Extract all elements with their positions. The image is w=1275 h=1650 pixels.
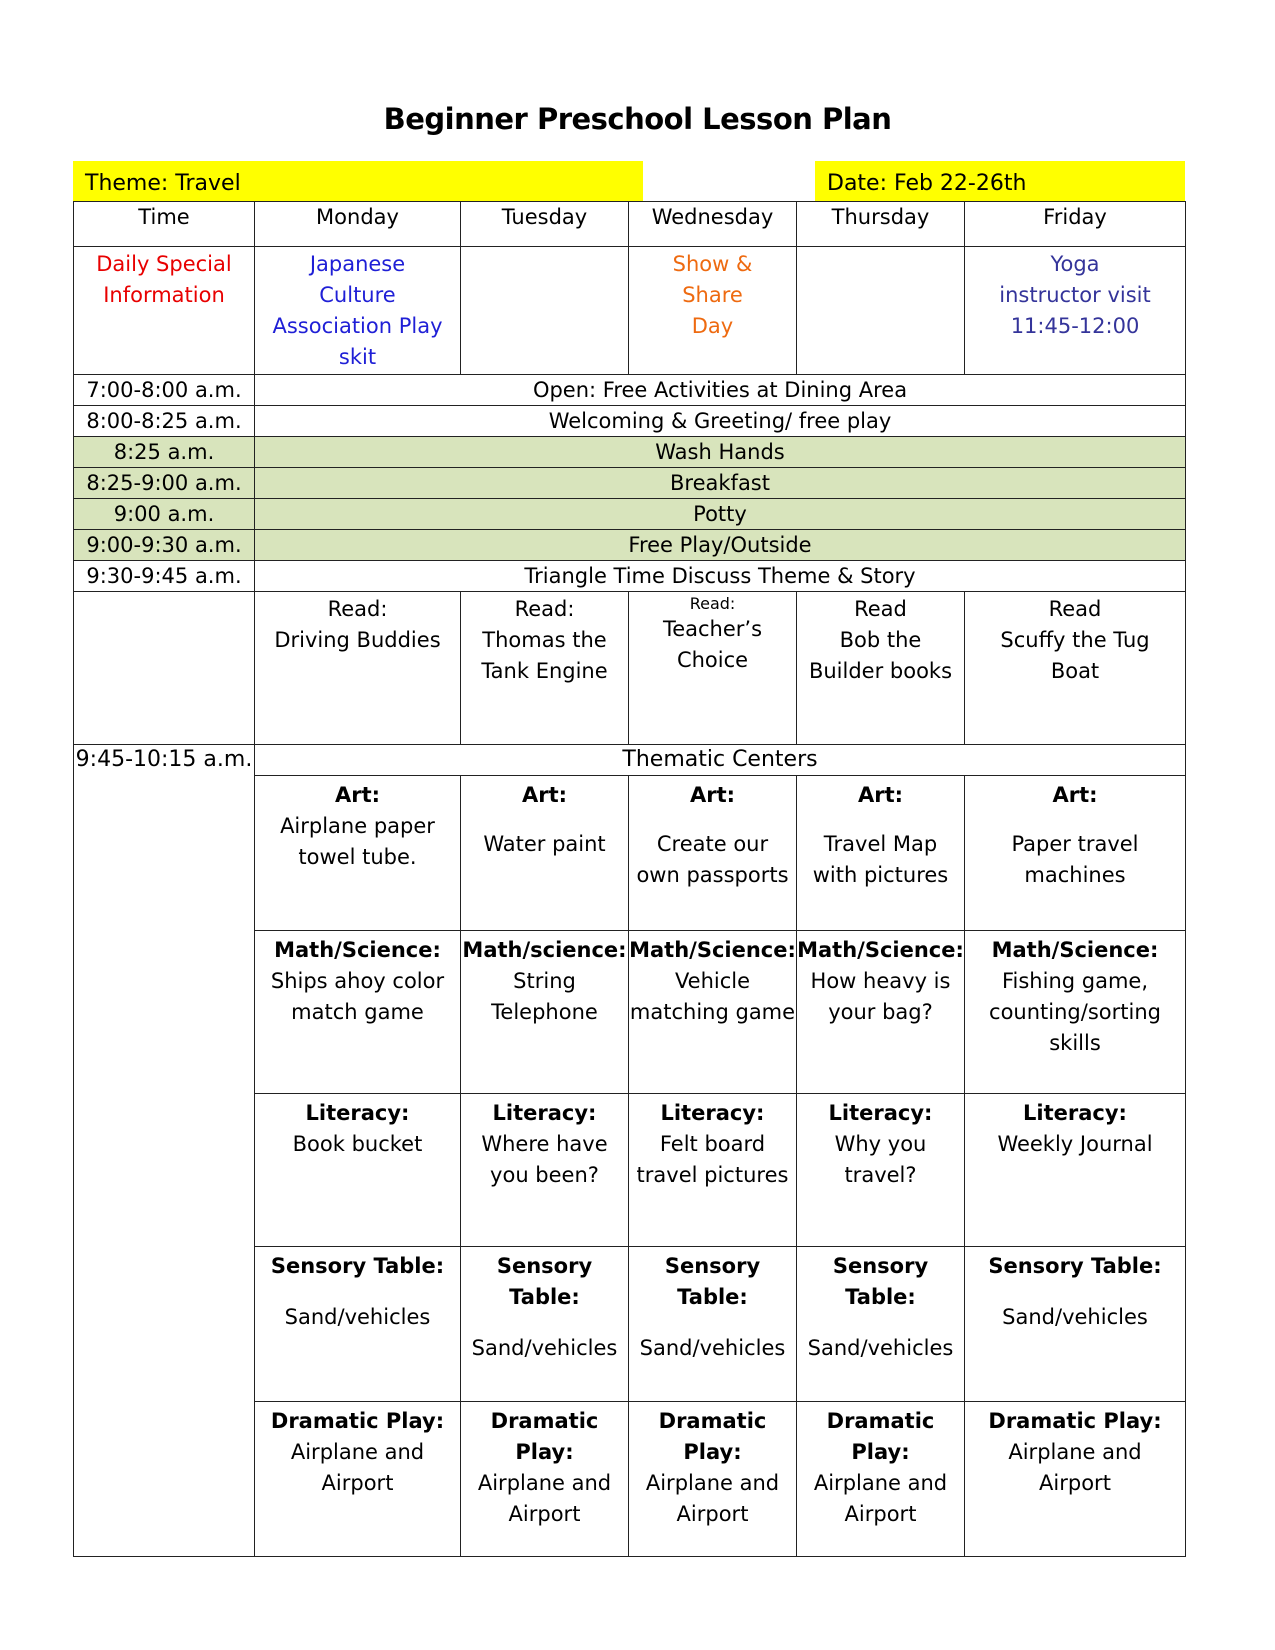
math-tuesday: Math/science: String Telephone <box>461 931 629 1094</box>
sensory-monday: Sensory Table: Sand/vehicles <box>255 1247 461 1402</box>
special-wednesday: Show & Share Day <box>629 247 797 375</box>
header-row <box>74 202 1186 247</box>
schedule-row <box>74 406 1186 437</box>
schedule-row <box>74 437 1186 468</box>
schedule-time: 7:00-8:00 a.m. <box>74 375 255 406</box>
schedule-time: 8:25-9:00 a.m. <box>74 468 255 499</box>
schedule-row <box>74 468 1186 499</box>
story-time-empty <box>74 592 255 745</box>
dramatic-monday: Dramatic Play: Airplane and Airport <box>255 1402 461 1557</box>
header-monday: Monday <box>255 202 461 247</box>
special-monday: Japanese Culture Association Play skit <box>255 247 461 375</box>
schedule-row <box>74 561 1186 592</box>
art-friday: Art: Paper travel machines <box>965 776 1186 931</box>
dramatic-friday: Dramatic Play: Airplane and Airport <box>965 1402 1186 1557</box>
dramatic-wednesday: Dramatic Play: Airplane and Airport <box>629 1402 797 1557</box>
literacy-tuesday: Literacy: Where have you been? <box>461 1094 629 1247</box>
schedule-activity: Free Play/Outside <box>255 530 1186 561</box>
math-monday: Math/Science: Ships ahoy color match game <box>255 931 461 1094</box>
daily-special-row <box>74 247 1186 375</box>
schedule-row <box>74 499 1186 530</box>
header-time: Time <box>74 202 255 247</box>
schedule-activity: Open: Free Activities at Dining Area <box>255 375 1186 406</box>
special-tuesday <box>461 247 629 375</box>
schedule-activity: Triangle Time Discuss Theme & Story <box>255 561 1186 592</box>
art-wednesday: Art: Create our own passports <box>629 776 797 931</box>
read-friday: Read Scuffy the Tug Boat <box>965 592 1186 745</box>
theme-banner: Theme: Travel <box>73 161 643 201</box>
header-wednesday: Wednesday <box>629 202 797 247</box>
special-thursday <box>797 247 965 375</box>
thematic-centers-heading: Thematic Centers <box>255 745 1186 776</box>
schedule-time: 8:25 a.m. <box>74 437 255 468</box>
math-thursday: Math/Science: How heavy is your bag? <box>797 931 965 1094</box>
art-thursday: Art: Travel Map with pictures <box>797 776 965 931</box>
literacy-thursday: Literacy: Why you travel? <box>797 1094 965 1247</box>
schedule-activity: Welcoming & Greeting/ free play <box>255 406 1186 437</box>
math-wednesday: Math/Science: Vehicle matching game <box>629 931 797 1094</box>
lesson-plan-table <box>73 201 1186 1557</box>
centers-time: 9:45-10:15 a.m. <box>74 745 255 1557</box>
header-thursday: Thursday <box>797 202 965 247</box>
date-banner: Date: Feb 22-26th <box>815 161 1185 201</box>
sensory-friday: Sensory Table: Sand/vehicles <box>965 1247 1186 1402</box>
schedule-time: 9:00 a.m. <box>74 499 255 530</box>
sensory-wednesday: Sensory Table: Sand/vehicles <box>629 1247 797 1402</box>
schedule-row <box>74 375 1186 406</box>
read-thursday: Read Bob the Builder books <box>797 592 965 745</box>
schedule-time: 8:00-8:25 a.m. <box>74 406 255 437</box>
thematic-centers-row <box>74 745 1186 776</box>
special-friday: Yoga instructor visit 11:45-12:00 <box>965 247 1186 375</box>
story-read-row <box>74 592 1186 745</box>
schedule-row <box>74 530 1186 561</box>
literacy-friday: Literacy: Weekly Journal <box>965 1094 1186 1247</box>
schedule-activity: Breakfast <box>255 468 1186 499</box>
sensory-thursday: Sensory Table: Sand/vehicles <box>797 1247 965 1402</box>
read-monday: Read: Driving Buddies <box>255 592 461 745</box>
literacy-monday: Literacy: Book bucket <box>255 1094 461 1247</box>
page-title: Beginner Preschool Lesson Plan <box>383 102 892 136</box>
literacy-wednesday: Literacy: Felt board travel pictures <box>629 1094 797 1247</box>
header-tuesday: Tuesday <box>461 202 629 247</box>
read-wednesday: Read: Teacher’s Choice <box>629 592 797 745</box>
read-tuesday: Read: Thomas the Tank Engine <box>461 592 629 745</box>
dramatic-tuesday: Dramatic Play: Airplane and Airport <box>461 1402 629 1557</box>
schedule-activity: Potty <box>255 499 1186 530</box>
art-monday: Art: Airplane paper towel tube. <box>255 776 461 931</box>
math-friday: Math/Science: Fishing game, counting/sorting skills <box>965 931 1186 1094</box>
sensory-tuesday: Sensory Table: Sand/vehicles <box>461 1247 629 1402</box>
daily-special-label: Daily Special Information <box>74 247 255 375</box>
schedule-time: 9:00-9:30 a.m. <box>74 530 255 561</box>
dramatic-thursday: Dramatic Play: Airplane and Airport <box>797 1402 965 1557</box>
schedule-time: 9:30-9:45 a.m. <box>74 561 255 592</box>
header-friday: Friday <box>965 202 1186 247</box>
schedule-activity: Wash Hands <box>255 437 1186 468</box>
art-tuesday: Art: Water paint <box>461 776 629 931</box>
